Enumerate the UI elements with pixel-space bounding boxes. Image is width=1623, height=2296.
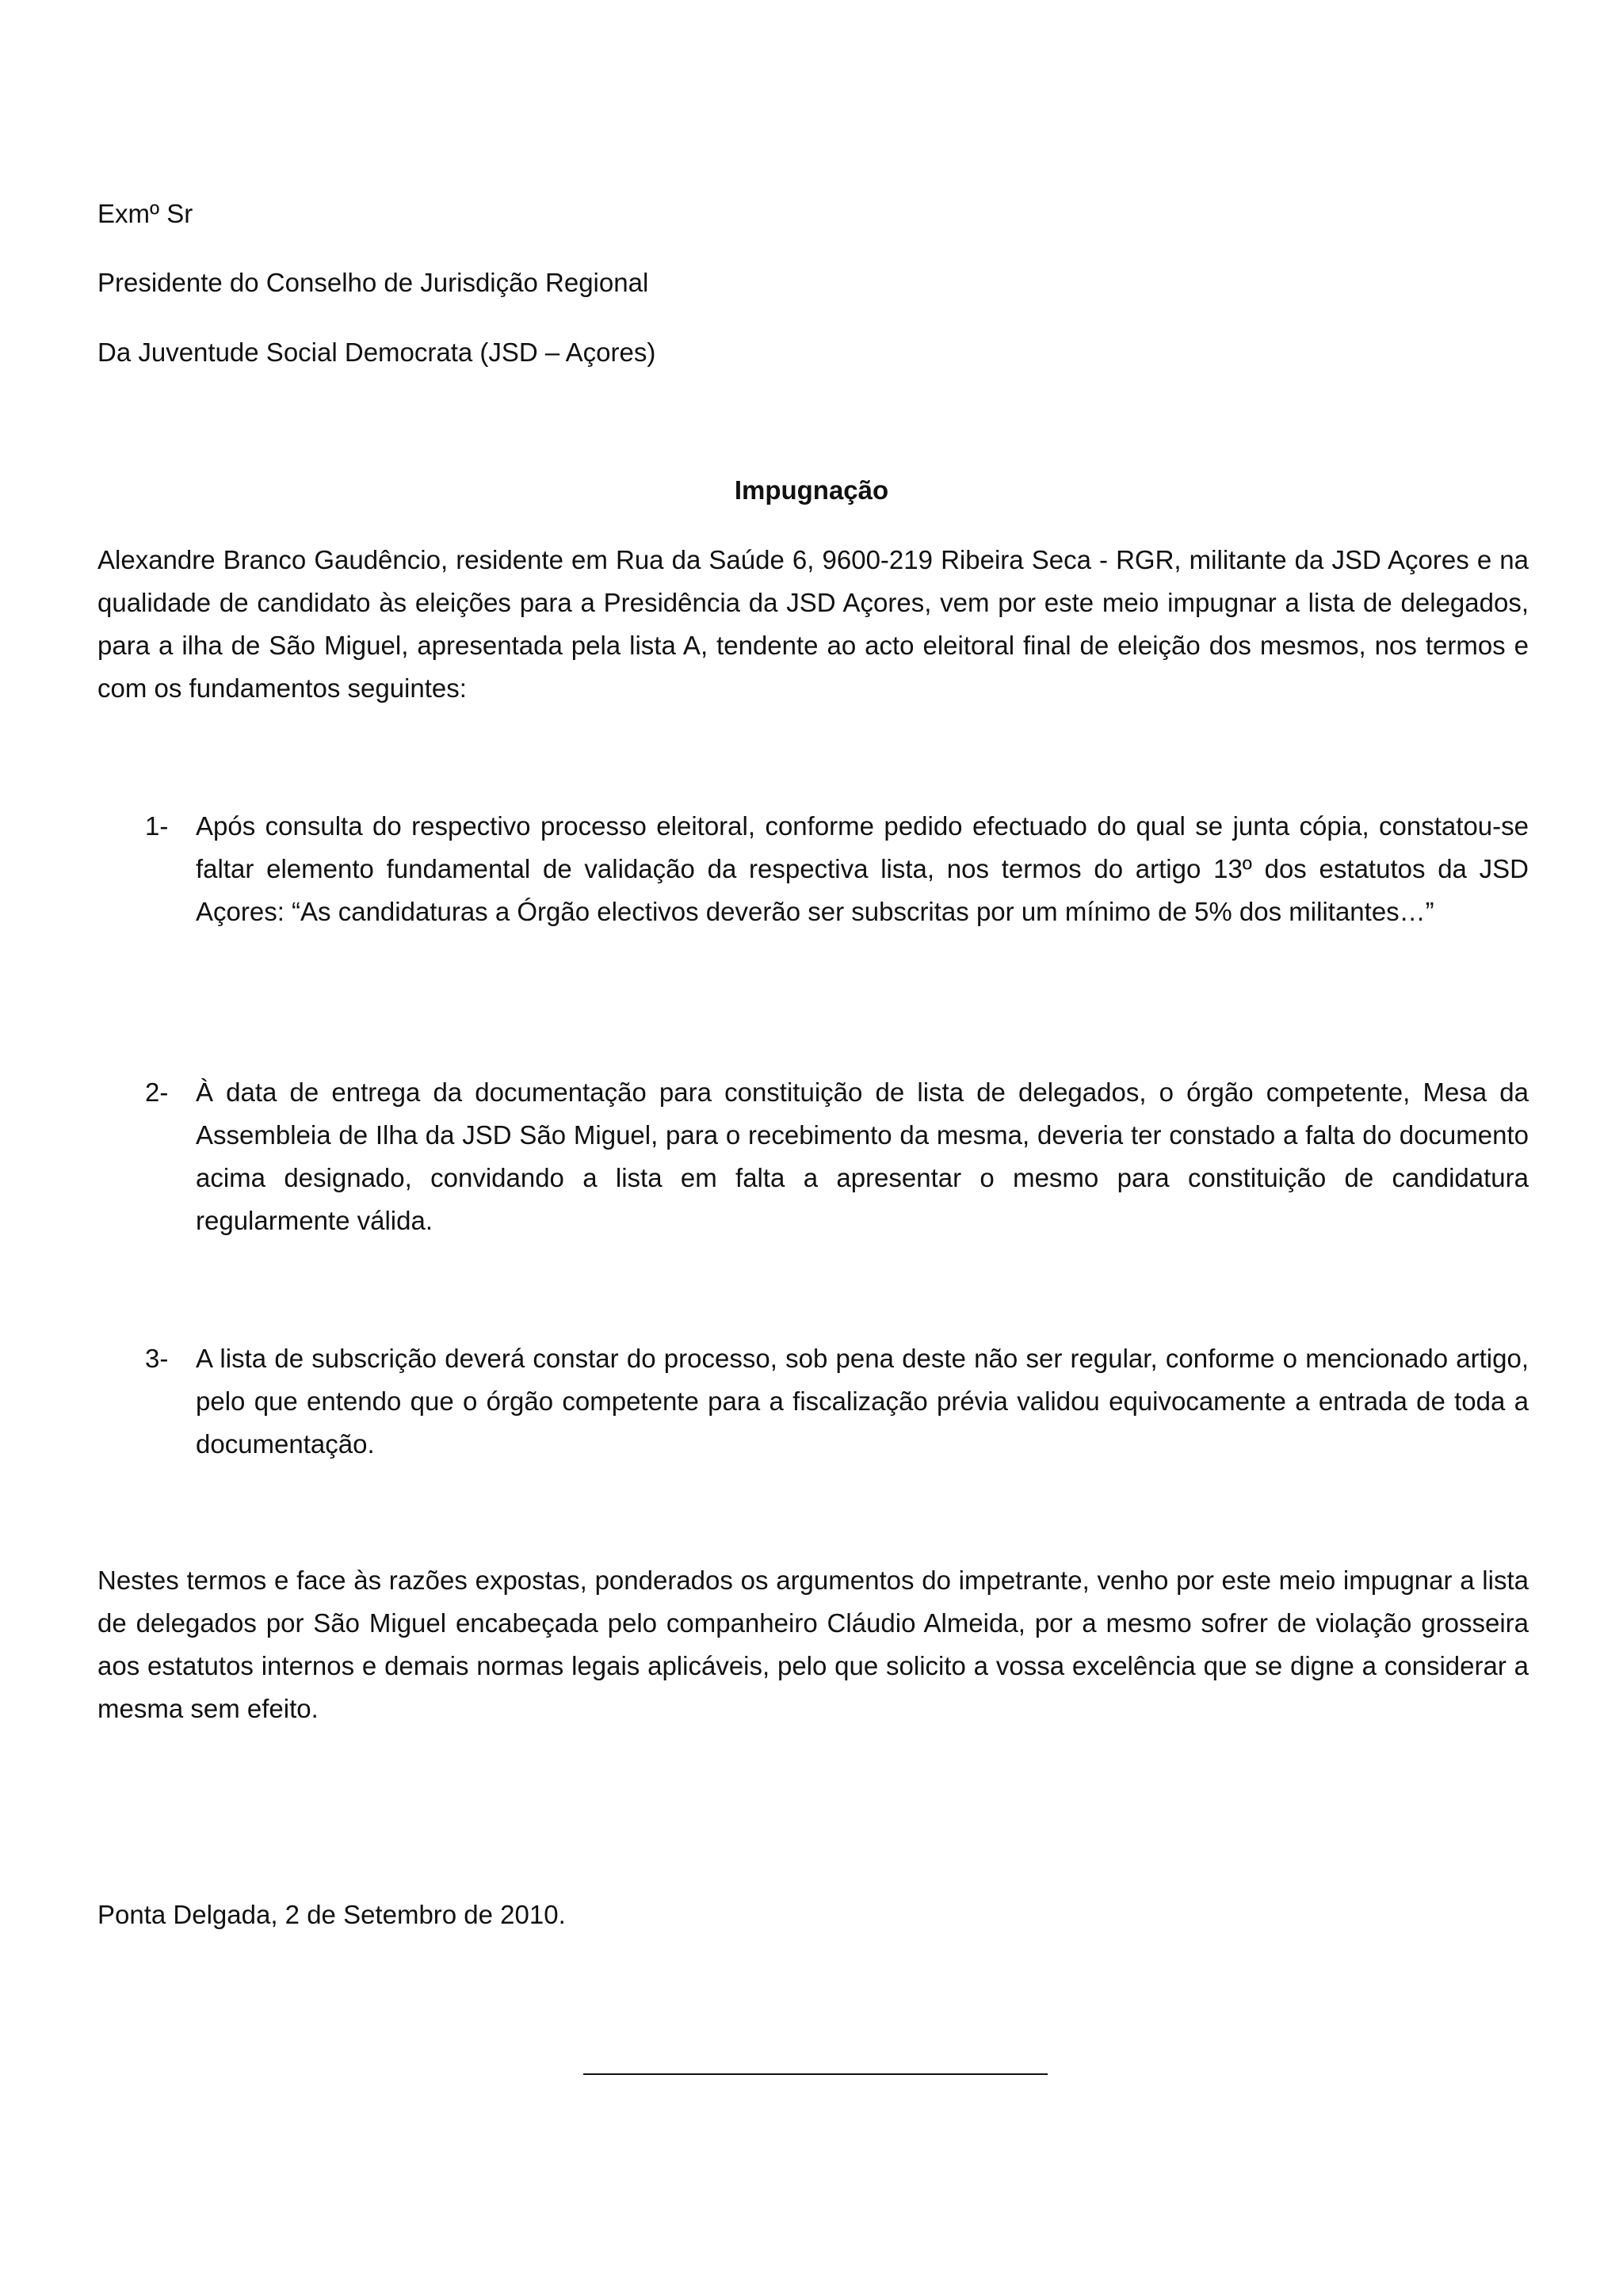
document-title: Impugnação	[734, 475, 889, 505]
list-item-number: 1-	[145, 811, 169, 841]
addressee-salutation: Exmº Sr	[97, 199, 193, 228]
list-item-text: A lista de subscrição deverá constar do processo, sob pena deste não ser regular, conforme o mencionado artigo, pelo que entendo que o órgão competente para a fiscalização prévia validou equivocamente a entrada de toda a documentação.	[196, 1344, 1529, 1459]
list-item-text: Após consulta do respectivo processo eleitoral, conforme pedido efectuado do qual se junta cópia, constatou-se faltar elemento fundamental de validação da respectiva lista, nos termos do artigo 13º dos estatutos da JSD Açores: “As candidaturas a Órgão electivos deverão ser subscritas por um mínimo de 5% dos militantes…”	[196, 811, 1529, 926]
conclusion-paragraph: Nestes termos e face às razões expostas, ponderados os argumentos do impetrante, venho por este meio impugnar a lista de delegados por São Miguel encabeçada pelo companheiro Cláudio Almeida, por a mesmo sofrer de violação grosseira aos estatutos internos e demais normas legais aplicáveis, pelo que solicito a vossa excelência que se digne a considerar a mesma sem efeito.	[97, 1566, 1529, 1723]
list-item-number: 3-	[145, 1344, 169, 1373]
intro-paragraph: Alexandre Branco Gaudêncio, residente em Rua da Saúde 6, 9600-219 Ribeira Seca - RGR, militante da JSD Açores e na qualidade de candidato às eleições para a Presidência da JSD Açores, vem por este meio impugnar a lista de delegados, para a ilha de São Miguel, apresentada pela lista A, tendente ao acto eleitoral final de eleição dos mesmos, nos termos e com os fundamentos seguintes:	[97, 545, 1529, 703]
addressee-organization: Da Juventude Social Democrata (JSD – Açores)	[97, 338, 656, 367]
place-date: Ponta Delgada, 2 de Setembro de 2010.	[97, 1900, 566, 1929]
addressee-title: Presidente do Conselho de Jurisdição Regional	[97, 268, 649, 297]
signature-line	[583, 2073, 1048, 2075]
list-item-number: 2-	[145, 1077, 169, 1107]
list-item-text: À data de entrega da documentação para constituição de lista de delegados, o órgão competente, Mesa da Assembleia de Ilha da JSD São Miguel, para o recebimento da mesma, deveria ter constado a falta do documento acima designado, convidando a lista em falta a apresentar o mesmo para constituição de candidatura regularmente válida.	[196, 1077, 1529, 1235]
